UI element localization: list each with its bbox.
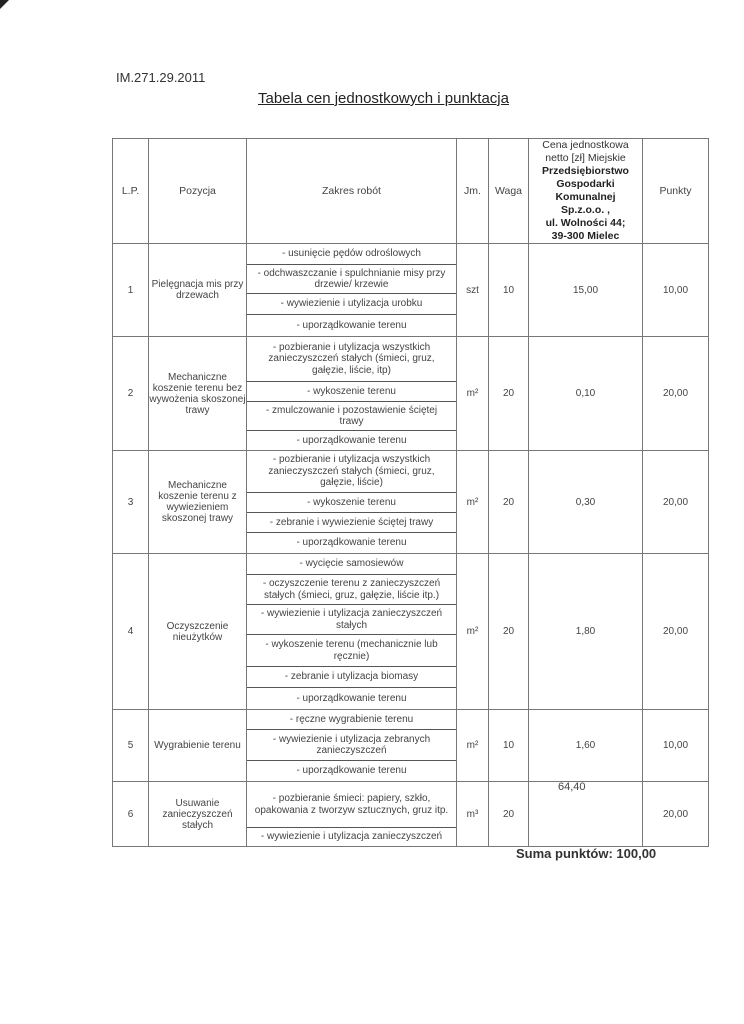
cell-lp: 4	[113, 554, 149, 710]
header-cena-line: Gospodarki	[556, 178, 615, 190]
cell-punkty: 20,00	[643, 782, 709, 847]
cell-cena: 0,30	[529, 451, 643, 554]
cell-cena: 1,60	[529, 710, 643, 782]
cell-pozycja: Pielęgnacja mis przy drzewach	[149, 244, 247, 337]
scope-item: - wywiezienie i utylizacja zanieczyszczeń	[260, 831, 443, 843]
scope-item: - wywiezienie i utylizacja urobku	[247, 294, 456, 315]
handwritten-price-note: 64,40	[558, 781, 586, 793]
table-row	[113, 710, 709, 782]
scope-item: - zmulczowanie i pozostawienie ściętej trawy	[247, 402, 456, 431]
header-pozycja: Pozycja	[149, 139, 247, 244]
scope-item: - zebranie i utylizacja biomasy	[247, 667, 456, 688]
cell-pozycja: Oczyszczenie nieużytków	[149, 554, 247, 710]
scope-item: - usunięcie pędów odroślowych	[247, 244, 456, 265]
header-row	[113, 139, 709, 244]
cell-punkty: 20,00	[643, 451, 709, 554]
header-jm: Jm.	[457, 139, 489, 244]
points-total: Suma punktów: 100,00	[516, 846, 657, 861]
document-reference: IM.271.29.2011	[116, 70, 206, 85]
cell-waga: 10	[489, 244, 529, 337]
cell-lp: 1	[113, 244, 149, 337]
cell-cena: 15,00	[529, 244, 643, 337]
header-cena-line: netto [zł] Miejskie	[545, 152, 626, 164]
cell-waga: 20	[489, 554, 529, 710]
cell-zakres	[247, 782, 457, 847]
cell-punkty: 10,00	[643, 244, 709, 337]
header-punkty: Punkty	[643, 139, 709, 244]
cell-jm: m²	[457, 451, 489, 554]
cell-zakres	[247, 337, 457, 451]
cell-pozycja: Wygrabienie terenu	[149, 710, 247, 782]
scope-item: - pozbieranie i utylizacja wszystkich zanieczyszczeń stałych (śmieci, gruz, gałęzie, liście, itp)	[247, 337, 456, 382]
cell-waga: 20	[489, 782, 529, 847]
scope-item: - uporządkowanie terenu	[296, 434, 407, 446]
scope-item: - uporządkowanie terenu	[296, 537, 407, 549]
cell-pozycja: Usuwanie zanieczyszczeń stałych	[149, 782, 247, 847]
scope-item: - uporządkowanie terenu	[296, 765, 407, 777]
cell-pozycja: Mechaniczne koszenie terenu bez wywożenia skoszonej trawy	[149, 337, 247, 451]
header-cena-line: Komunalnej	[555, 191, 616, 203]
document-title: Tabela cen jednostkowych i punktacja	[258, 90, 509, 107]
scope-item: - wykoszenie terenu	[247, 382, 456, 402]
cell-jm: szt	[457, 244, 489, 337]
scope-item: - zebranie i wywiezienie ściętej trawy	[247, 513, 456, 533]
cell-lp: 5	[113, 710, 149, 782]
cell-punkty: 20,00	[643, 554, 709, 710]
table-row	[113, 451, 709, 554]
cell-waga: 20	[489, 451, 529, 554]
cell-waga: 20	[489, 337, 529, 451]
header-cena-line: Cena jednostkowa	[542, 139, 629, 151]
header-waga: Waga	[489, 139, 529, 244]
cell-lp: 6	[113, 782, 149, 847]
cell-pozycja: Mechaniczne koszenie terenu z wywiezieniem skoszonej trawy	[149, 451, 247, 554]
scope-item: - wykoszenie terenu	[247, 493, 456, 513]
scope-item: - odchwaszczanie i spulchnianie misy przy drzewie/ krzewie	[247, 265, 456, 294]
cell-punkty: 10,00	[643, 710, 709, 782]
price-table	[112, 138, 709, 847]
header-cena-line: 39-300 Mielec	[551, 230, 620, 242]
cell-jm: m²	[457, 337, 489, 451]
cell-cena: 0,10	[529, 337, 643, 451]
header-cena-line: Przedsiębiorstwo	[542, 165, 629, 177]
cell-zakres	[247, 554, 457, 710]
scope-item: - wywiezienie i utylizacja zanieczyszczeń stałych	[247, 605, 456, 635]
table-row	[113, 337, 709, 451]
cell-zakres	[247, 244, 457, 337]
cell-jm: m²	[457, 554, 489, 710]
scope-item: - wywiezienie i utylizacja zebranych zanieczyszczeń	[247, 730, 456, 761]
scope-item: - pozbieranie i utylizacja wszystkich zanieczyszczeń stałych (śmieci, gruz, gałęzie, liście)	[247, 451, 456, 493]
cell-lp: 2	[113, 337, 149, 451]
scope-item: - wykoszenie terenu (mechanicznie lub ręcznie)	[247, 635, 456, 667]
cell-waga: 10	[489, 710, 529, 782]
scope-item: - ręczne wygrabienie terenu	[247, 710, 456, 730]
cell-jm: m³	[457, 782, 489, 847]
cell-jm: m²	[457, 710, 489, 782]
table-row	[113, 782, 709, 847]
table-row	[113, 244, 709, 337]
cell-cena: 1,80	[529, 554, 643, 710]
header-zakres: Zakres robót	[247, 139, 457, 244]
header-cena	[529, 139, 643, 244]
header-cena-line: ul. Wolności 44;	[545, 217, 626, 229]
scope-item: - wycięcie samosiewów	[247, 554, 456, 575]
cell-punkty: 20,00	[643, 337, 709, 451]
scope-item: - uporządkowanie terenu	[296, 319, 407, 331]
cell-zakres	[247, 710, 457, 782]
table-row	[113, 554, 709, 710]
cell-lp: 3	[113, 451, 149, 554]
header-cena-line: Sp.z.o.o. ,	[561, 204, 610, 216]
scope-item: - oczyszczenie terenu z zanieczyszczeń stałych (śmieci, gruz, gałęzie, liście itp.)	[247, 575, 456, 605]
scan-corner-mark	[0, 0, 9, 9]
scope-item: - uporządkowanie terenu	[296, 692, 407, 704]
cell-zakres	[247, 451, 457, 554]
header-lp: L.P.	[113, 139, 149, 244]
scope-item: - pozbieranie śmieci: papiery, szkło, opakowania z tworzyw sztucznych, gruz itp.	[247, 782, 456, 828]
